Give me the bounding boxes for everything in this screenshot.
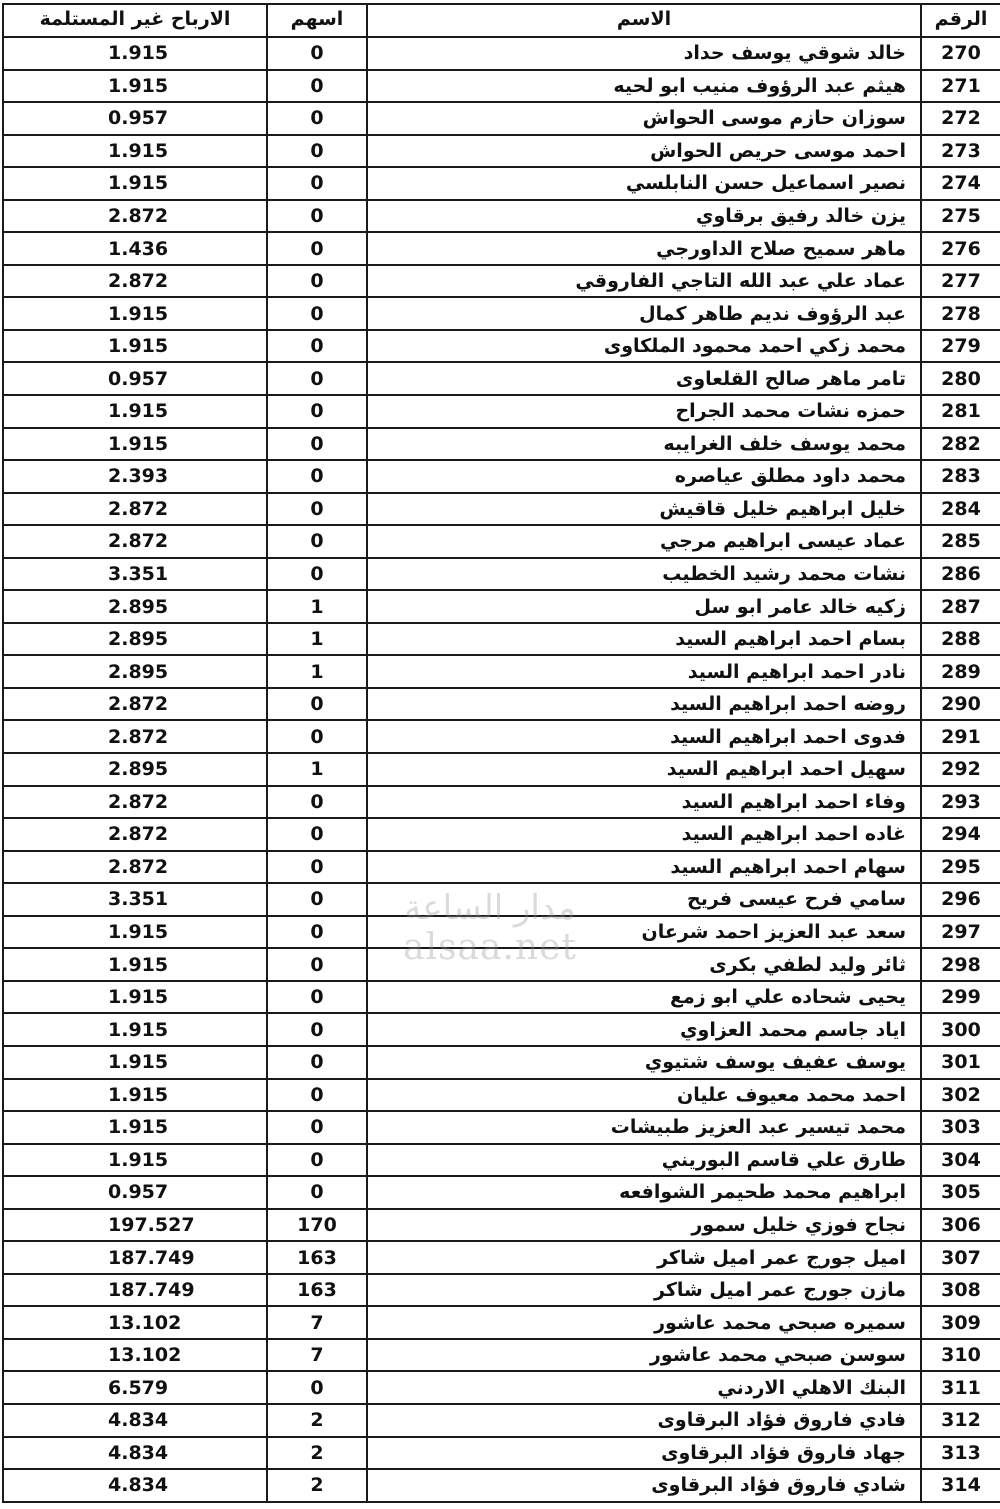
header-name: الاسم [367, 4, 921, 37]
row-shares: 0 [267, 525, 367, 558]
row-shares: 0 [267, 135, 367, 168]
row-number: 308 [921, 1274, 1000, 1307]
row-number: 273 [921, 135, 1000, 168]
row-number: 306 [921, 1209, 1000, 1242]
row-shares: 0 [267, 297, 367, 330]
row-number: 300 [921, 1013, 1000, 1046]
row-dividends: 0.957 [3, 102, 267, 135]
row-number: 289 [921, 655, 1000, 688]
row-number: 293 [921, 786, 1000, 819]
header-dividends: الارباح غير المستلمة [3, 4, 267, 37]
row-number: 298 [921, 948, 1000, 981]
row-name: ماهر سميح صلاح الداورجي [367, 232, 921, 265]
table-row [3, 655, 1000, 688]
row-name: فدوى احمد ابراهيم السيد [367, 720, 921, 753]
row-shares: 0 [267, 1111, 367, 1144]
row-number: 274 [921, 167, 1000, 200]
row-shares: 0 [267, 37, 367, 70]
table-row [3, 37, 1000, 70]
table-row [3, 818, 1000, 851]
header-row [3, 4, 1000, 37]
row-dividends: 2.895 [3, 753, 267, 786]
table-row [3, 102, 1000, 135]
row-dividends: 1.915 [3, 1013, 267, 1046]
row-dividends: 2.872 [3, 525, 267, 558]
row-number: 276 [921, 232, 1000, 265]
dividends-sheet [2, 3, 996, 1503]
row-name: يزن خالد رفيق برقاوي [367, 200, 921, 233]
table-row [3, 720, 1000, 753]
row-dividends: 1.915 [3, 948, 267, 981]
row-shares: 0 [267, 265, 367, 298]
row-name: سوزان حازم موسى الحواش [367, 102, 921, 135]
row-dividends: 2.872 [3, 493, 267, 526]
table-row [3, 428, 1000, 461]
table-row [3, 460, 1000, 493]
row-number: 292 [921, 753, 1000, 786]
row-number: 279 [921, 330, 1000, 363]
table-row [3, 851, 1000, 884]
row-name: فادي فاروق فؤاد البرقاوى [367, 1404, 921, 1437]
row-number: 301 [921, 1046, 1000, 1079]
row-shares: 163 [267, 1274, 367, 1307]
row-name: يوسف عفيف يوسف شتيوي [367, 1046, 921, 1079]
row-shares: 163 [267, 1241, 367, 1274]
row-shares: 7 [267, 1339, 367, 1372]
row-shares: 0 [267, 330, 367, 363]
row-name: محمد زكي احمد محمود الملكاوى [367, 330, 921, 363]
row-name: محمد يوسف خلف الغرايبه [367, 428, 921, 461]
row-shares: 2 [267, 1437, 367, 1470]
row-dividends: 4.834 [3, 1469, 267, 1502]
table-row [3, 1241, 1000, 1274]
row-shares: 0 [267, 200, 367, 233]
row-name: وفاء احمد ابراهيم السيد [367, 786, 921, 819]
row-shares: 2 [267, 1404, 367, 1437]
shareholders-table [2, 3, 1000, 1503]
row-shares: 1 [267, 753, 367, 786]
table-row [3, 623, 1000, 656]
row-shares: 0 [267, 688, 367, 721]
row-name: سهام احمد ابراهيم السيد [367, 851, 921, 884]
row-dividends: 2.872 [3, 200, 267, 233]
row-shares: 0 [267, 70, 367, 103]
row-dividends: 1.915 [3, 1144, 267, 1177]
row-number: 288 [921, 623, 1000, 656]
row-number: 299 [921, 981, 1000, 1014]
table-row [3, 786, 1000, 819]
row-shares: 0 [267, 1144, 367, 1177]
row-shares: 1 [267, 623, 367, 656]
row-number: 290 [921, 688, 1000, 721]
row-shares: 0 [267, 948, 367, 981]
row-shares: 0 [267, 460, 367, 493]
row-name: نجاح فوزي خليل سمور [367, 1209, 921, 1242]
row-dividends: 0.957 [3, 1176, 267, 1209]
row-name: يحيى شحاده علي ابو زمع [367, 981, 921, 1014]
row-shares: 0 [267, 720, 367, 753]
row-name: خليل ابراهيم خليل قاقيش [367, 493, 921, 526]
row-number: 304 [921, 1144, 1000, 1177]
row-number: 285 [921, 525, 1000, 558]
row-dividends: 13.102 [3, 1339, 267, 1372]
table-row [3, 753, 1000, 786]
row-number: 310 [921, 1339, 1000, 1372]
row-shares: 0 [267, 167, 367, 200]
row-shares: 170 [267, 1209, 367, 1242]
row-dividends: 2.393 [3, 460, 267, 493]
table-row [3, 883, 1000, 916]
row-number: 314 [921, 1469, 1000, 1502]
row-dividends: 1.915 [3, 916, 267, 949]
table-row [3, 493, 1000, 526]
row-name: هيثم عبد الرؤوف منيب ابو لحيه [367, 70, 921, 103]
row-shares: 2 [267, 1469, 367, 1502]
row-dividends: 3.351 [3, 883, 267, 916]
row-dividends: 187.749 [3, 1241, 267, 1274]
row-dividends: 187.749 [3, 1274, 267, 1307]
row-shares: 0 [267, 981, 367, 1014]
row-name: جهاد فاروق فؤاد البرقاوى [367, 1437, 921, 1470]
table-row [3, 200, 1000, 233]
table-row [3, 1013, 1000, 1046]
row-number: 277 [921, 265, 1000, 298]
row-dividends: 1.436 [3, 232, 267, 265]
row-dividends: 1.915 [3, 981, 267, 1014]
row-shares: 1 [267, 655, 367, 688]
row-shares: 1 [267, 590, 367, 623]
table-row [3, 167, 1000, 200]
row-dividends: 1.915 [3, 37, 267, 70]
row-shares: 0 [267, 493, 367, 526]
row-dividends: 2.872 [3, 851, 267, 884]
row-number: 312 [921, 1404, 1000, 1437]
row-shares: 0 [267, 232, 367, 265]
row-name: سهيل احمد ابراهيم السيد [367, 753, 921, 786]
row-number: 278 [921, 297, 1000, 330]
row-dividends: 0.957 [3, 362, 267, 395]
row-number: 281 [921, 395, 1000, 428]
table-row [3, 981, 1000, 1014]
table-row [3, 1274, 1000, 1307]
row-dividends: 1.915 [3, 70, 267, 103]
row-number: 302 [921, 1079, 1000, 1112]
row-shares: 0 [267, 916, 367, 949]
row-name: اياد جاسم محمد العزاوي [367, 1013, 921, 1046]
row-number: 287 [921, 590, 1000, 623]
row-name: سعد عبد العزيز احمد شرعان [367, 916, 921, 949]
row-dividends: 2.895 [3, 623, 267, 656]
table-row [3, 1209, 1000, 1242]
row-dividends: 2.872 [3, 688, 267, 721]
row-shares: 0 [267, 1013, 367, 1046]
row-number: 311 [921, 1371, 1000, 1404]
row-name: روضه احمد ابراهيم السيد [367, 688, 921, 721]
row-dividends: 2.872 [3, 786, 267, 819]
table-row [3, 525, 1000, 558]
row-number: 270 [921, 37, 1000, 70]
row-name: نصير اسماعيل حسن النابلسي [367, 167, 921, 200]
table-row [3, 948, 1000, 981]
row-name: احمد محمد معيوف عليان [367, 1079, 921, 1112]
table-row [3, 1469, 1000, 1502]
row-name: غاده احمد ابراهيم السيد [367, 818, 921, 851]
table-row [3, 70, 1000, 103]
row-name: محمد تيسير عبد العزيز طبيشات [367, 1111, 921, 1144]
row-dividends: 1.915 [3, 1079, 267, 1112]
table-row [3, 1404, 1000, 1437]
row-shares: 0 [267, 1371, 367, 1404]
row-shares: 0 [267, 428, 367, 461]
row-name: سميره صبحي محمد عاشور [367, 1306, 921, 1339]
row-name: زكيه خالد عامر ابو سل [367, 590, 921, 623]
table-row [3, 688, 1000, 721]
table-row [3, 1079, 1000, 1112]
row-dividends: 3.351 [3, 558, 267, 591]
row-shares: 0 [267, 818, 367, 851]
row-dividends: 1.915 [3, 167, 267, 200]
row-number: 291 [921, 720, 1000, 753]
row-dividends: 1.915 [3, 330, 267, 363]
watermark-latin: alsaa.net [403, 927, 577, 968]
table-row [3, 1306, 1000, 1339]
table-row [3, 232, 1000, 265]
row-number: 294 [921, 818, 1000, 851]
row-dividends: 6.579 [3, 1371, 267, 1404]
table-row [3, 297, 1000, 330]
row-name: شادي فاروق فؤاد البرقاوى [367, 1469, 921, 1502]
table-body [3, 37, 1000, 1502]
row-dividends: 2.872 [3, 265, 267, 298]
table-row [3, 1144, 1000, 1177]
row-shares: 0 [267, 362, 367, 395]
row-number: 309 [921, 1306, 1000, 1339]
row-number: 313 [921, 1437, 1000, 1470]
row-number: 284 [921, 493, 1000, 526]
row-number: 280 [921, 362, 1000, 395]
row-dividends: 2.895 [3, 655, 267, 688]
row-shares: 0 [267, 851, 367, 884]
row-number: 275 [921, 200, 1000, 233]
header-number: الرقم [921, 4, 1000, 37]
row-dividends: 2.895 [3, 590, 267, 623]
row-name: ثائر وليد لطفي بكرى [367, 948, 921, 981]
table-header [3, 4, 1000, 37]
row-number: 286 [921, 558, 1000, 591]
table-row [3, 395, 1000, 428]
row-number: 297 [921, 916, 1000, 949]
row-name: خالد شوقي يوسف حداد [367, 37, 921, 70]
table-row [3, 362, 1000, 395]
row-dividends: 1.915 [3, 428, 267, 461]
row-name: مازن جورج عمر اميل شاكر [367, 1274, 921, 1307]
row-name: سوسن صبحي محمد عاشور [367, 1339, 921, 1372]
row-dividends: 1.915 [3, 395, 267, 428]
row-shares: 0 [267, 1079, 367, 1112]
row-name: بسام احمد ابراهيم السيد [367, 623, 921, 656]
row-shares: 0 [267, 1046, 367, 1079]
row-number: 303 [921, 1111, 1000, 1144]
table-row [3, 1437, 1000, 1470]
row-number: 271 [921, 70, 1000, 103]
row-dividends: 13.102 [3, 1306, 267, 1339]
watermark-arabic: مدار الساعة [404, 888, 576, 928]
row-number: 282 [921, 428, 1000, 461]
table-row [3, 916, 1000, 949]
row-dividends: 1.915 [3, 297, 267, 330]
row-shares: 0 [267, 395, 367, 428]
row-shares: 0 [267, 883, 367, 916]
row-number: 295 [921, 851, 1000, 884]
row-shares: 0 [267, 1176, 367, 1209]
row-number: 272 [921, 102, 1000, 135]
table-row [3, 1176, 1000, 1209]
row-number: 305 [921, 1176, 1000, 1209]
table-row [3, 1046, 1000, 1079]
row-shares: 7 [267, 1306, 367, 1339]
row-dividends: 4.834 [3, 1437, 267, 1470]
table-row [3, 590, 1000, 623]
row-name: البنك الاهلي الاردني [367, 1371, 921, 1404]
row-shares: 0 [267, 558, 367, 591]
row-dividends: 4.834 [3, 1404, 267, 1437]
row-shares: 0 [267, 102, 367, 135]
row-name: ابراهيم محمد طحيمر الشوافعه [367, 1176, 921, 1209]
row-name: اميل جورج عمر اميل شاكر [367, 1241, 921, 1274]
row-dividends: 1.915 [3, 135, 267, 168]
row-name: عماد علي عبد الله التاجي الفاروقي [367, 265, 921, 298]
row-name: نادر احمد ابراهيم السيد [367, 655, 921, 688]
row-dividends: 1.915 [3, 1111, 267, 1144]
row-number: 307 [921, 1241, 1000, 1274]
row-dividends: 1.915 [3, 1046, 267, 1079]
row-name: سامي فرح عيسى فريح [367, 883, 921, 916]
table-row [3, 1371, 1000, 1404]
row-dividends: 2.872 [3, 720, 267, 753]
table-row [3, 1111, 1000, 1144]
table-row [3, 1339, 1000, 1372]
row-name: محمد داود مطلق عياصره [367, 460, 921, 493]
row-shares: 0 [267, 786, 367, 819]
row-number: 283 [921, 460, 1000, 493]
table-row [3, 265, 1000, 298]
row-dividends: 197.527 [3, 1209, 267, 1242]
table-row [3, 558, 1000, 591]
row-name: حمزه نشات محمد الجراح [367, 395, 921, 428]
header-shares: اسهم [267, 4, 367, 37]
table-row [3, 330, 1000, 363]
row-name: احمد موسى حريص الحواش [367, 135, 921, 168]
row-number: 296 [921, 883, 1000, 916]
row-name: عماد عيسى ابراهيم مرجي [367, 525, 921, 558]
row-name: تامر ماهر صالح القلعاوى [367, 362, 921, 395]
row-dividends: 2.872 [3, 818, 267, 851]
row-name: نشات محمد رشيد الخطيب [367, 558, 921, 591]
row-name: عبد الرؤوف نديم طاهر كمال [367, 297, 921, 330]
table-row [3, 135, 1000, 168]
row-name: طارق علي قاسم البوريني [367, 1144, 921, 1177]
